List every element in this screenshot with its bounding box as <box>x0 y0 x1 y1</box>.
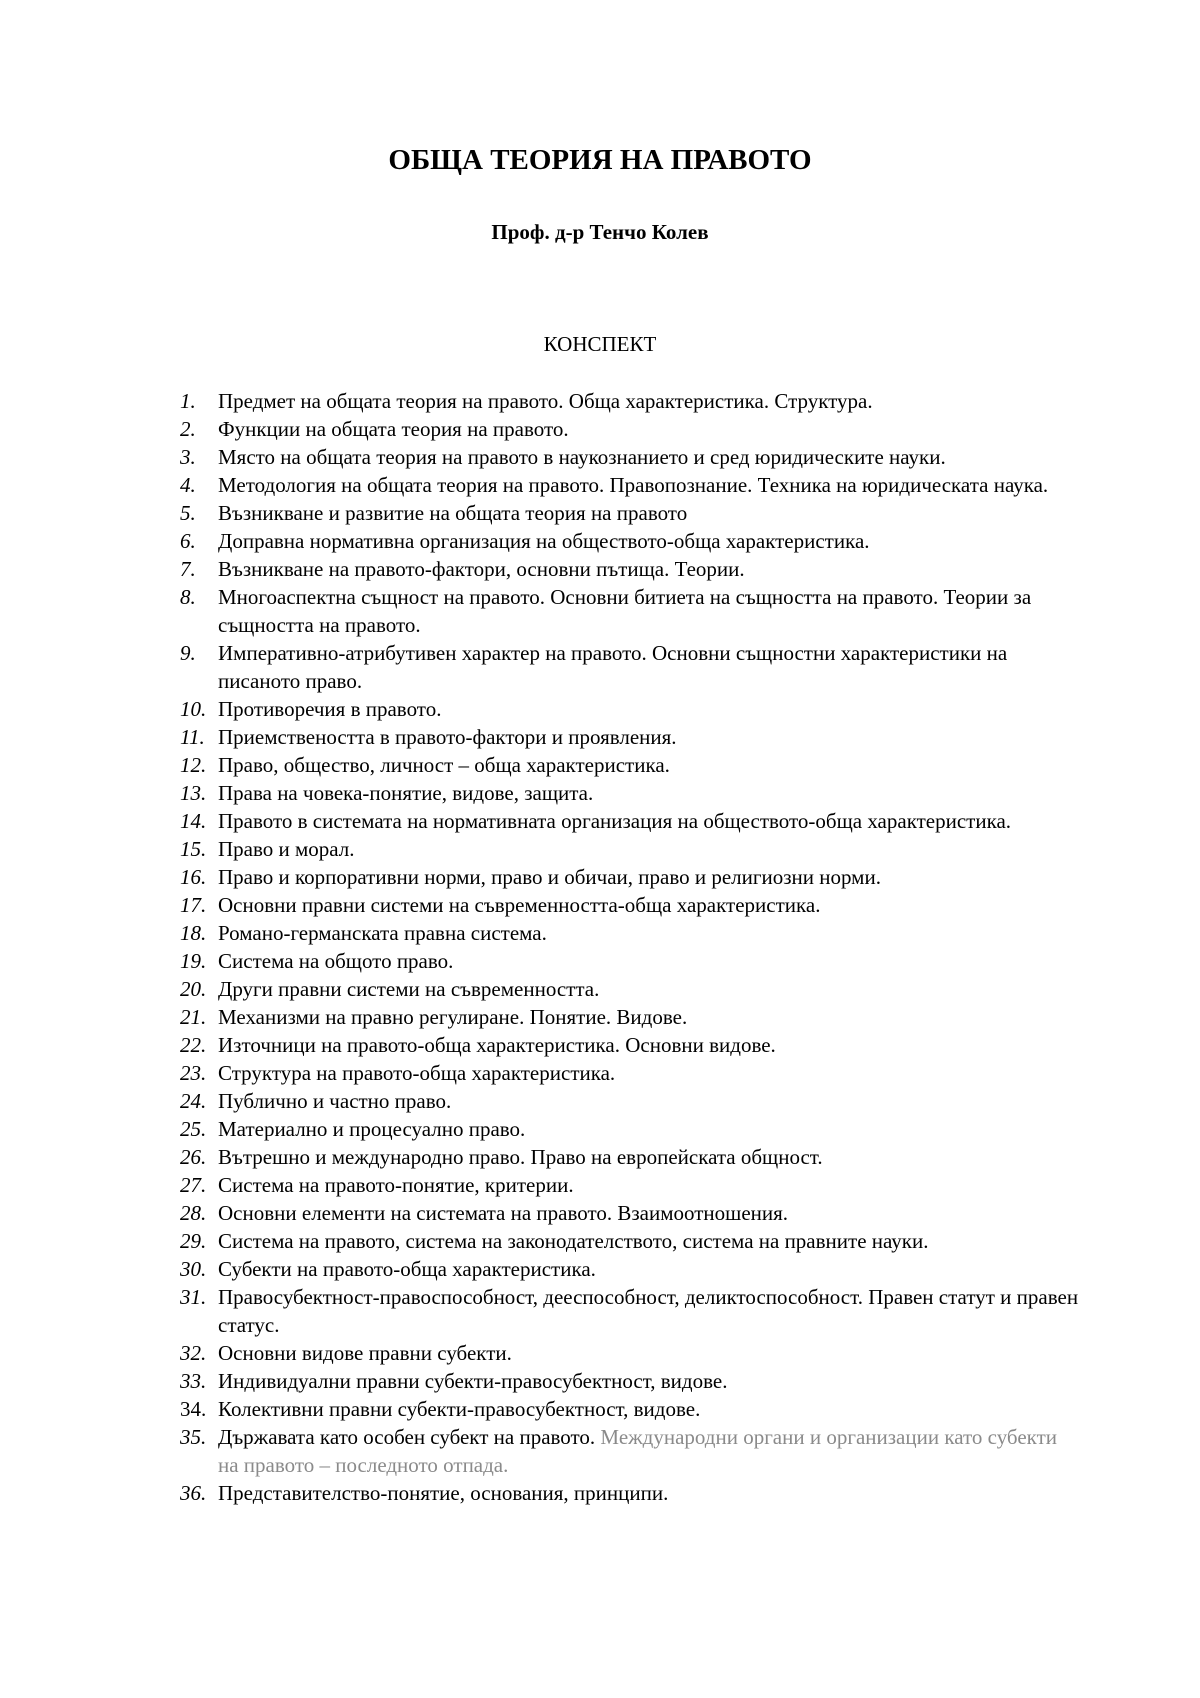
item-number: 29. <box>180 1229 207 1253</box>
list-item <box>180 583 1080 639</box>
item-number: 17. <box>180 893 207 917</box>
list-item <box>180 1255 1080 1283</box>
item-text <box>218 1199 1080 1227</box>
list-item <box>180 1283 1080 1339</box>
item-text <box>218 387 1080 415</box>
item-text-main: Източници на правото-обща характеристика. Основни видове. <box>218 1033 776 1057</box>
item-number: 18. <box>180 921 207 945</box>
list-item <box>180 1395 1080 1423</box>
item-text <box>218 555 1080 583</box>
item-text-main: Права на човека-понятие, видове, защита. <box>218 781 594 805</box>
list-item <box>180 779 1080 807</box>
item-text <box>218 947 1080 975</box>
list-item <box>180 807 1080 835</box>
item-text <box>218 1143 1080 1171</box>
list-item <box>180 1367 1080 1395</box>
item-text <box>218 1087 1080 1115</box>
item-text-main: Представителство-понятие, основания, принципи. <box>218 1481 669 1505</box>
item-text <box>218 1367 1080 1395</box>
item-number: 25. <box>180 1117 207 1141</box>
item-number: 8. <box>180 585 196 609</box>
item-number: 31. <box>180 1285 207 1309</box>
item-text-main: Индивидуални правни субекти-правосубектност, видове. <box>218 1369 728 1393</box>
item-text <box>218 1423 1080 1479</box>
item-number: 30. <box>180 1257 207 1281</box>
item-text <box>218 695 1080 723</box>
list-item <box>180 1199 1080 1227</box>
item-number: 22. <box>180 1033 207 1057</box>
list-item <box>180 527 1080 555</box>
item-text <box>218 1339 1080 1367</box>
topic-list <box>180 387 1080 1507</box>
item-text-main: Система на правото-понятие, критерии. <box>218 1173 574 1197</box>
item-text <box>218 1395 1080 1423</box>
list-item <box>180 1059 1080 1087</box>
item-text <box>218 583 1080 639</box>
item-text <box>218 835 1080 863</box>
list-item <box>180 863 1080 891</box>
item-text <box>218 779 1080 807</box>
list-item <box>180 1143 1080 1171</box>
item-number: 9. <box>180 641 196 665</box>
item-text-main: Основни видове правни субекти. <box>218 1341 512 1365</box>
list-item <box>180 639 1080 695</box>
item-number: 7. <box>180 557 196 581</box>
item-text-main: Държавата като особен субект на правото. <box>218 1425 596 1449</box>
item-text-main: Публично и частно право. <box>218 1089 452 1113</box>
item-text-main: Система на правото, система на законодателството, система на правните науки. <box>218 1229 929 1253</box>
item-text <box>218 891 1080 919</box>
item-text-main: Вътрешно и международно право. Право на европейската общност. <box>218 1145 823 1169</box>
item-text-main: Право, общество, личност – обща характеристика. <box>218 753 670 777</box>
list-item <box>180 499 1080 527</box>
item-text-note: Международни органи и организации като субекти на правото – последното отпада. <box>218 1425 1057 1477</box>
item-text <box>218 919 1080 947</box>
item-text-main: Приемствеността в правото-фактори и проявления. <box>218 725 677 749</box>
item-text-main: Романо-германската правна система. <box>218 921 547 945</box>
item-text-main: Право и морал. <box>218 837 355 861</box>
list-item <box>180 1031 1080 1059</box>
item-text-main: Механизми на правно регулиране. Понятие. Видове. <box>218 1005 688 1029</box>
item-text-main: Методология на общата теория на правото. Правопознание. Техника на юридическата наука. <box>218 473 1049 497</box>
item-text-main: Други правни системи на съвременността. <box>218 977 600 1001</box>
item-text-main: Противоречия в правото. <box>218 697 442 721</box>
item-text <box>218 1031 1080 1059</box>
section-heading: КОНСПЕКТ <box>543 332 657 356</box>
item-text <box>218 499 1080 527</box>
list-item <box>180 919 1080 947</box>
item-number: 33. <box>180 1369 207 1393</box>
item-text-main: Материално и процесуално право. <box>218 1117 526 1141</box>
list-item <box>180 1003 1080 1031</box>
list-item <box>180 387 1080 415</box>
item-text <box>218 1115 1080 1143</box>
item-text-main: Субекти на правото-обща характеристика. <box>218 1257 596 1281</box>
list-item <box>180 415 1080 443</box>
item-number: 4. <box>180 473 196 497</box>
item-text <box>218 723 1080 751</box>
item-number: 2. <box>180 417 196 441</box>
list-item <box>180 1479 1080 1507</box>
item-number: 11. <box>180 725 205 749</box>
item-text <box>218 807 1080 835</box>
item-text <box>218 863 1080 891</box>
item-number: 6. <box>180 529 196 553</box>
item-text-main: Правото в системата на нормативната организация на обществото-обща характеристика. <box>218 809 1012 833</box>
item-text <box>218 975 1080 1003</box>
item-text-main: Доправна нормативна организация на обществото-обща характеристика. <box>218 529 870 553</box>
item-text <box>218 1003 1080 1031</box>
list-item <box>180 835 1080 863</box>
item-number: 34. <box>180 1397 207 1421</box>
item-number: 27. <box>180 1173 207 1197</box>
list-item <box>180 1227 1080 1255</box>
item-number: 24. <box>180 1089 207 1113</box>
item-text <box>218 639 1080 695</box>
item-number: 28. <box>180 1201 207 1225</box>
item-text <box>218 1255 1080 1283</box>
item-text <box>218 471 1080 499</box>
item-text <box>218 415 1080 443</box>
item-number: 19. <box>180 949 207 973</box>
item-number: 26. <box>180 1145 207 1169</box>
item-number: 5. <box>180 501 196 525</box>
item-number: 20. <box>180 977 207 1001</box>
item-number: 36. <box>180 1481 207 1505</box>
item-text-main: Система на общото право. <box>218 949 454 973</box>
item-text <box>218 1479 1080 1507</box>
item-text-main: Право и корпоративни норми, право и обичаи, право и религиозни норми. <box>218 865 881 889</box>
list-item <box>180 695 1080 723</box>
item-number: 21. <box>180 1005 207 1029</box>
list-item <box>180 947 1080 975</box>
item-number: 3. <box>180 445 196 469</box>
item-number: 13. <box>180 781 207 805</box>
list-item <box>180 1115 1080 1143</box>
item-number: 15. <box>180 837 207 861</box>
item-number: 14. <box>180 809 207 833</box>
item-text <box>218 1059 1080 1087</box>
item-text <box>218 527 1080 555</box>
item-number: 12. <box>180 753 207 777</box>
item-text-main: Място на общата теория на правото в наукознанието и сред юридическите науки. <box>218 445 946 469</box>
item-text <box>218 1171 1080 1199</box>
document-author: Проф. д-р Тенчо Колев <box>491 220 709 244</box>
item-text-main: Императивно-атрибутивен характер на правото. Основни същностни характеристики на писаното право. <box>218 641 1008 693</box>
list-item <box>180 723 1080 751</box>
item-text-main: Многоаспектна същност на правото. Основни битиета на същността на правото. Теории за същността на правото. <box>218 585 1032 637</box>
item-text-main: Възникване и развитие на общата теория на правото <box>218 501 688 525</box>
item-text-main: Основни елементи на системата на правото. Взаимоотношения. <box>218 1201 789 1225</box>
list-item <box>180 1087 1080 1115</box>
document-title: ОБЩА ТЕОРИЯ НА ПРАВОТО <box>388 144 812 176</box>
list-item <box>180 1171 1080 1199</box>
list-item <box>180 1339 1080 1367</box>
list-item <box>180 555 1080 583</box>
item-number: 35. <box>180 1425 207 1449</box>
item-text <box>218 443 1080 471</box>
item-text <box>218 1227 1080 1255</box>
list-item <box>180 751 1080 779</box>
item-text-main: Основни правни системи на съвременността-обща характеристика. <box>218 893 821 917</box>
item-text-main: Функции на общата теория на правото. <box>218 417 569 441</box>
list-item <box>180 891 1080 919</box>
list-item <box>180 471 1080 499</box>
item-text-main: Възникване на правото-фактори, основни пътища. Теории. <box>218 557 745 581</box>
item-text-main: Колективни правни субекти-правосубектност, видове. <box>218 1397 701 1421</box>
list-item <box>180 443 1080 471</box>
item-number: 16. <box>180 865 207 889</box>
item-number: 10. <box>180 697 207 721</box>
item-number: 1. <box>180 389 196 413</box>
list-item <box>180 1423 1080 1479</box>
item-number: 23. <box>180 1061 207 1085</box>
item-text <box>218 751 1080 779</box>
list-item <box>180 975 1080 1003</box>
item-number: 32. <box>180 1341 207 1365</box>
item-text-main: Структура на правото-обща характеристика. <box>218 1061 616 1085</box>
item-text-main: Предмет на общата теория на правото. Обща характеристика. Структура. <box>218 389 873 413</box>
item-text-main: Правосубектност-правоспособност, дееспособност, деликтоспособност. Правен статут и правен статус. <box>218 1285 1079 1337</box>
item-text <box>218 1283 1080 1339</box>
